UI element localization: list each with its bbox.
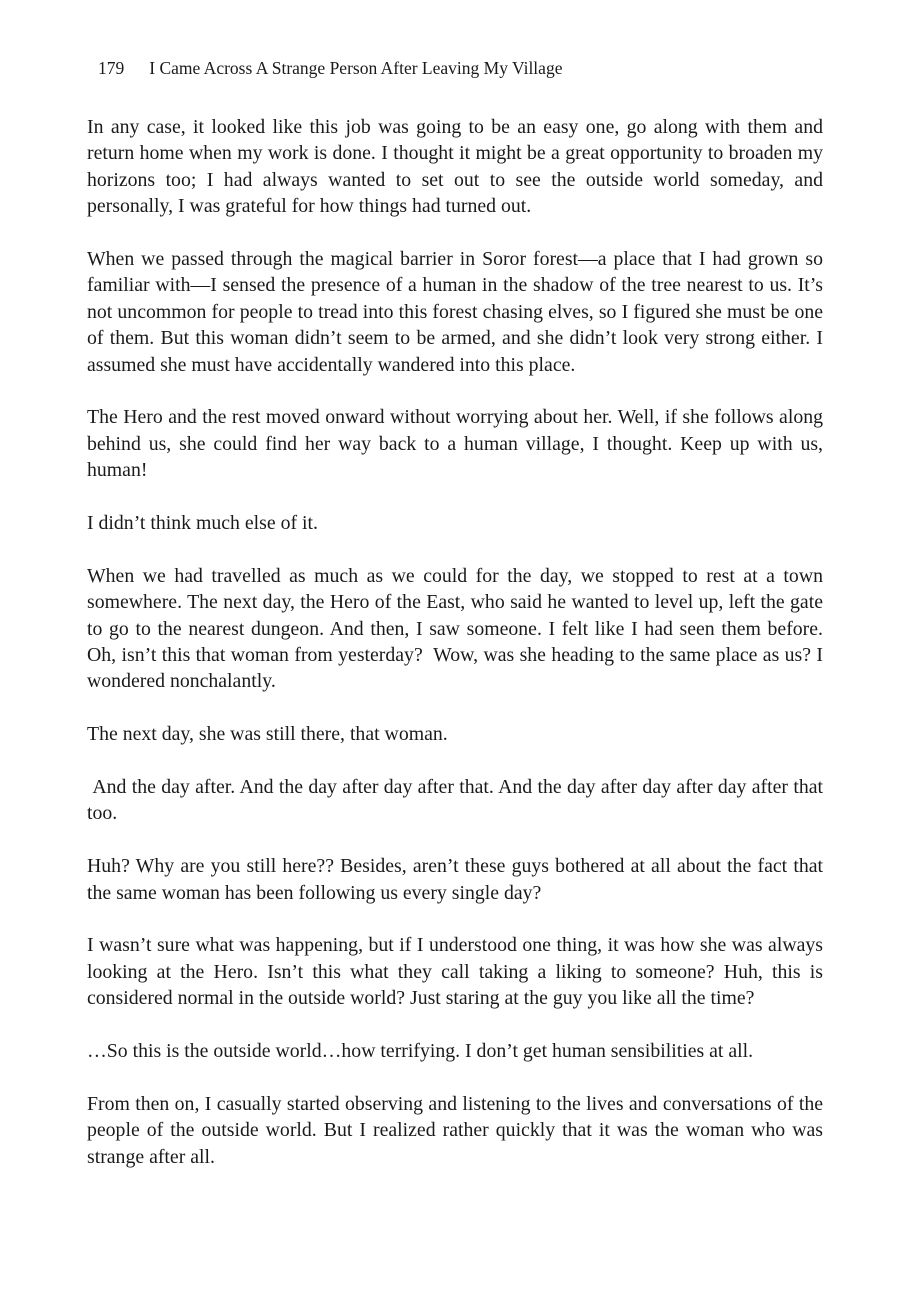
paragraph: The Hero and the rest moved onward without worrying about her. Well, if she follows along behind us, she could find her way back to a human village, I thought. Keep up with us, human!	[87, 406, 828, 482]
paragraph: In any case, it looked like this job was going to be an easy one, go along with them and return home when my work is done. I thought it might be a great opportunity to broaden my horizons too; I had always wanted to set out to see the outside world someday, and personally, I was grateful for how things had turned out.	[87, 116, 828, 218]
page-number: 179	[98, 58, 125, 78]
paragraph: When we passed through the magical barrier in Soror forest—a place that I had grown so familiar with—I sensed the presence of a human in the shadow of the tree nearest to us. It’s not uncommon for people to tread into this forest chasing elves, so I figured she must be one of them. But this woman didn’t seem to be armed, and she didn’t look very strong either. I assumed she must have accidentally wandered into this place.	[87, 248, 828, 376]
paragraph: And the day after. And the day after day after that. And the day after day after day after that too.	[87, 776, 828, 825]
paragraph: Huh? Why are you still here?? Besides, aren’t these guys bothered at all about the fact that the same woman has been following us every single day?	[87, 855, 828, 904]
running-title: I Came Across A Strange Person After Leaving My Village	[149, 58, 563, 78]
paragraph: I didn’t think much else of it.	[87, 512, 318, 535]
paragraph: …So this is the outside world…how terrifying. I don’t get human sensibilities at all.	[87, 1040, 754, 1063]
paragraph: The next day, she was still there, that woman.	[87, 723, 448, 746]
paragraph: From then on, I casually started observing and listening to the lives and conversations of the people of the outside world. But I realized rather quickly that it was the woman who was strange after all.	[87, 1092, 828, 1168]
paragraph: When we had travelled as much as we could for the day, we stopped to rest at a town somewhere. The next day, the Hero of the East, who said he wanted to level up, left the gate to go to the nearest dungeon. And then, I saw someone. I felt like I had seen them before. Oh, isn’t this that woman from yesterday? Wow, was she heading to the same place as us? I wondered nonchalantly.	[87, 564, 828, 693]
running-header	[98, 57, 562, 79]
paragraph: I wasn’t sure what was happening, but if I understood one thing, it was how she was always looking at the Hero. Isn’t this what they call taking a liking to someone? Huh, this is considered normal in the outside world? Just staring at the guy you like all the time?	[87, 934, 828, 1010]
body-text	[87, 114, 828, 1196]
